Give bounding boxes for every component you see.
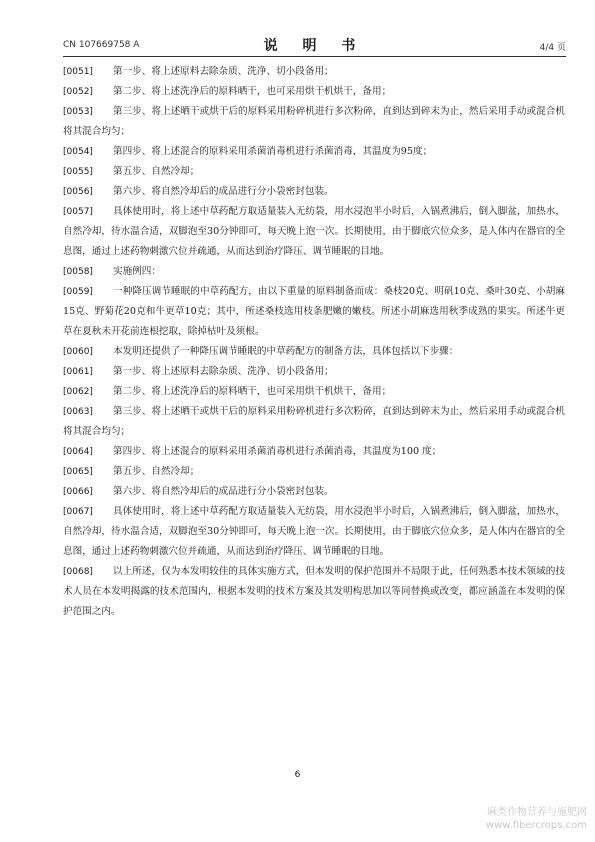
paragraph-number: [0054] — [63, 147, 93, 157]
paragraph — [63, 102, 565, 142]
paragraph-text: 具体使用时，将上述中草药配方取适量装入无纺袋，用水浸泡半小时后，入锅煮沸后，倒入脚盆，加热水，自然冷却，待水温合适，双脚泡至30分钟即可，每天晚上泡一次。长期使用，由于脚底穴位众多，是人体内在器官的全息图，通过上述药物刺激穴位并疏通，从而达到治疗降压、调节睡眠的目地。 — [63, 206, 565, 257]
paragraph-text: 第五步、自然冷却； — [113, 166, 200, 177]
paragraph-number: [0056] — [63, 187, 93, 197]
document-title: 说 明 书 — [263, 38, 366, 54]
paragraph — [63, 402, 565, 442]
paragraph-text: 以上所述，仅为本发明较佳的具体实施方式，但本发明的保护范围并不局限于此，任何熟悉本技术领域的技术人员在本发明揭露的技术范围内，根据本发明的技术方案及其发明构思加以等同替换或改变，都应涵盖在本发明的保护范围之内。 — [63, 566, 565, 617]
paragraph-number: [0053] — [63, 107, 93, 117]
paragraph-text: 一种降压调节睡眠的中草药配方，由以下重量的原料制备而成：桑枝20克、明矾10克、桑叶30克、小胡麻15克、野菊花20克和牛更草10克；其中，所述桑枝选用枝条肥嫩的嫩枝。所述小胡麻选用秋季成熟的果实。所述牛更草在夏秋未开花前连根挖取，除掉枯叶及须根。 — [63, 286, 565, 337]
paragraph-number: [0063] — [63, 407, 93, 417]
paragraph-text: 第四步、将上述混合的原料采用杀菌消毒机进行杀菌消毒，其温度为95度； — [113, 146, 433, 157]
paragraph — [63, 282, 565, 342]
paragraph-number: [0062] — [63, 387, 93, 397]
paragraph-number: [0061] — [63, 367, 93, 377]
paragraph — [63, 562, 565, 622]
paragraph-number: [0066] — [63, 487, 93, 497]
paragraph-number: [0060] — [63, 347, 93, 357]
paragraph-text: 具体使用时，将上述中草药配方取适量装入无纺袋，用水浸泡半小时后，入锅煮沸后，倒入脚盆，加热水，自然冷却，待水温合适，双脚泡至30分钟即可，每天晚上泡一次。长期使用，由于脚底穴位众多，是人体内在器官的全息图，通过上述药物刺激穴位并疏通，从而达到治疗降压、调节睡眠的目地。 — [63, 506, 565, 557]
paragraph — [63, 382, 565, 402]
paragraph — [63, 262, 565, 282]
paragraph — [63, 162, 565, 182]
paragraph-text: 第五步、自然冷却； — [113, 466, 200, 477]
watermark-site-name: 麻类作物营养与施肥网 — [487, 807, 587, 818]
paragraph — [63, 502, 565, 562]
paragraph-number: [0055] — [63, 167, 93, 177]
paragraph-text: 第六步、将自然冷却后的成品进行分小袋密封包装。 — [113, 186, 334, 197]
page-header — [63, 32, 566, 57]
paragraph-text: 第一步、将上述原料去除杂质、洗净、切小段备用； — [113, 366, 334, 377]
paragraph-number: [0064] — [63, 447, 93, 457]
page-indicator: 4/4 页 — [539, 43, 566, 53]
paragraph-text: 实施例四： — [113, 266, 161, 277]
watermark-url: www.fibercrops.com — [485, 820, 587, 831]
paragraph-number: [0052] — [63, 87, 93, 97]
paragraph — [63, 142, 565, 162]
paragraph — [63, 202, 565, 262]
paragraph-number: [0068] — [63, 567, 93, 577]
paragraph — [63, 342, 565, 362]
paragraph-text: 第一步、将上述原料去除杂质、洗净、切小段备用； — [113, 66, 334, 77]
paragraph-number: [0059] — [63, 287, 93, 297]
paragraph — [63, 82, 565, 102]
paragraph-text: 第三步、将上述晒干或烘干后的原料采用粉碎机进行多次粉碎，直到达到碎末为止，然后采用手动或混合机将其混合均匀； — [63, 406, 565, 437]
paragraph-number: [0067] — [63, 507, 93, 517]
watermark — [486, 806, 587, 832]
document-body — [63, 62, 565, 622]
paragraph — [63, 442, 565, 462]
paragraph — [63, 482, 565, 502]
paragraph-text: 第三步、将上述晒干或烘干后的原料采用粉碎机进行多次粉碎，直到达到碎末为止，然后采用手动或混合机将其混合均匀； — [63, 106, 565, 137]
paragraph — [63, 62, 565, 82]
paragraph — [63, 462, 565, 482]
page-number: 6 — [294, 770, 301, 780]
paragraph-number: [0065] — [63, 467, 93, 477]
publication-number: CN 107669758 A — [63, 40, 140, 50]
paragraph-text: 第二步、将上述洗净后的原料晒干，也可采用烘干机烘干，备用； — [113, 86, 392, 97]
paragraph — [63, 362, 565, 382]
paragraph-number: [0057] — [63, 207, 93, 217]
paragraph — [63, 182, 565, 202]
paragraph-text: 第二步、将上述洗净后的原料晒干，也可采用烘干机烘干，备用； — [113, 386, 392, 397]
paragraph-number: [0058] — [63, 267, 93, 277]
paragraph-text: 第六步、将自然冷却后的成品进行分小袋密封包装。 — [113, 486, 334, 497]
paragraph-text: 本发明还提供了一种降压调节睡眠的中草药配方的制备方法，具体包括以下步骤： — [113, 346, 459, 357]
paragraph-number: [0051] — [63, 67, 93, 77]
paragraph-text: 第四步、将上述混合的原料采用杀菌消毒机进行杀菌消毒，其温度为100 度； — [113, 446, 442, 457]
